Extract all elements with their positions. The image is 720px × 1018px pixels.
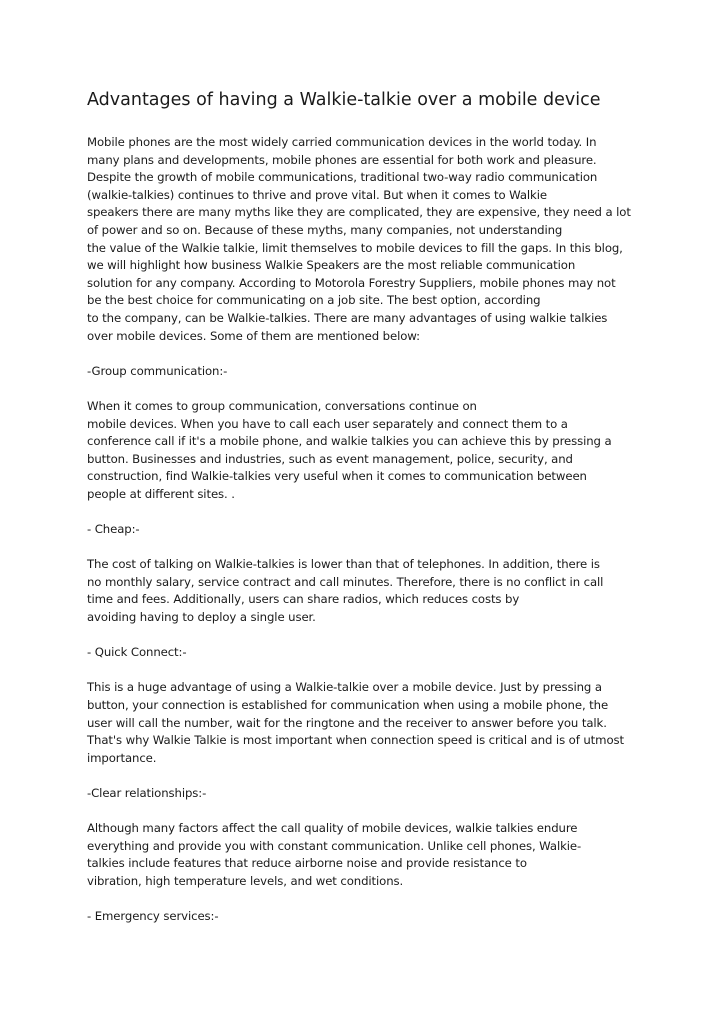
text-line: solution for any company. According to Motorola Forestry Suppliers, mobile phones may not [87,275,616,290]
text-line: Mobile phones are the most widely carried communication devices in the world today. In [87,135,597,149]
text-line: vibration, high temperature levels, and wet conditions. [87,873,404,888]
text-line: Although many factors affect the call quality of mobile devices, walkie talkies endure [87,821,578,836]
text-line: conference call if it's a mobile phone, and walkie talkies you can achieve this by pressing a [87,434,612,449]
text-line: -Group communication:- [87,363,228,378]
text-line: everything and provide you with constant communication. Unlike cell phones, Walkie- [87,838,582,853]
text-line: people at different sites. . [87,486,235,501]
text-line: - Emergency services:- [87,909,219,924]
text-line: -Clear relationships:- [87,785,207,800]
document-body [87,134,647,926]
paragraph-gap [87,803,647,821]
text-line: importance. [87,750,157,765]
paragraph-gap [87,503,647,521]
text-line: When it comes to group communication, conversations continue on [87,398,477,413]
document-page [87,88,647,926]
text-line: That's why Walkie Talkie is most important when connection speed is critical and is of utmost [87,733,624,748]
text-line: many plans and developments, mobile phones are essential for both work and pleasure. [87,152,597,167]
text-line: mobile devices. When you have to call each user separately and connect them to a [87,416,568,431]
document-title: Advantages of having a Walkie-talkie over a mobile device [87,90,601,110]
text-line: over mobile devices. Some of them are mentioned below: [87,328,420,343]
text-line: to the company, can be Walkie-talkies. There are many advantages of using walkie talkies [87,310,608,325]
text-line: be the best choice for communicating on a job site. The best option, according [87,293,541,308]
text-line: talkies include features that reduce airborne noise and provide resistance to [87,856,527,871]
text-line: the value of the Walkie talkie, limit themselves to mobile devices to fill the gaps. In this blog, [87,240,623,255]
text-line: (walkie-talkies) continues to thrive and prove vital. But when it comes to Walkie [87,187,547,202]
paragraph-gap [87,539,647,557]
text-line: avoiding having to deploy a single user. [87,610,316,625]
text-line: speakers there are many myths like they are complicated, they are expensive, they need a lot [87,205,631,220]
text-line: of power and so on. Because of these myths, many companies, not understanding [87,222,563,237]
text-line: - Cheap:- [87,522,140,537]
text-line: button. Businesses and industries, such as event management, police, security, and [87,451,573,466]
text-line: we will highlight how business Walkie Speakers are the most reliable communication [87,258,576,273]
text-line: button, your connection is established for communication when using a mobile phone, the [87,698,609,712]
text-line: Despite the growth of mobile communications, traditional two-way radio communication [87,170,598,185]
text-line: This is a huge advantage of using a Walkie-talkie over a mobile device. Just by pressing a [87,680,602,695]
paragraph-gap [87,627,647,645]
text-line: user will call the number, wait for the ringtone and the receiver to answer before you talk. [87,715,607,730]
text-line: no monthly salary, service contract and call minutes. Therefore, there is no conflict in call [87,574,604,589]
paragraph-gap [87,891,647,909]
text-line: time and fees. Additionally, users can share radios, which reduces costs by [87,592,520,607]
paragraph-gap [87,767,647,785]
paragraph-gap [87,345,647,363]
paragraph-gap [87,380,647,398]
text-line: construction, find Walkie-talkies very useful when it comes to communication between [87,469,587,484]
paragraph-gap [87,662,647,680]
text-line: The cost of talking on Walkie-talkies is lower than that of telephones. In addition, there is [87,557,600,572]
text-line: - Quick Connect:- [87,645,187,660]
